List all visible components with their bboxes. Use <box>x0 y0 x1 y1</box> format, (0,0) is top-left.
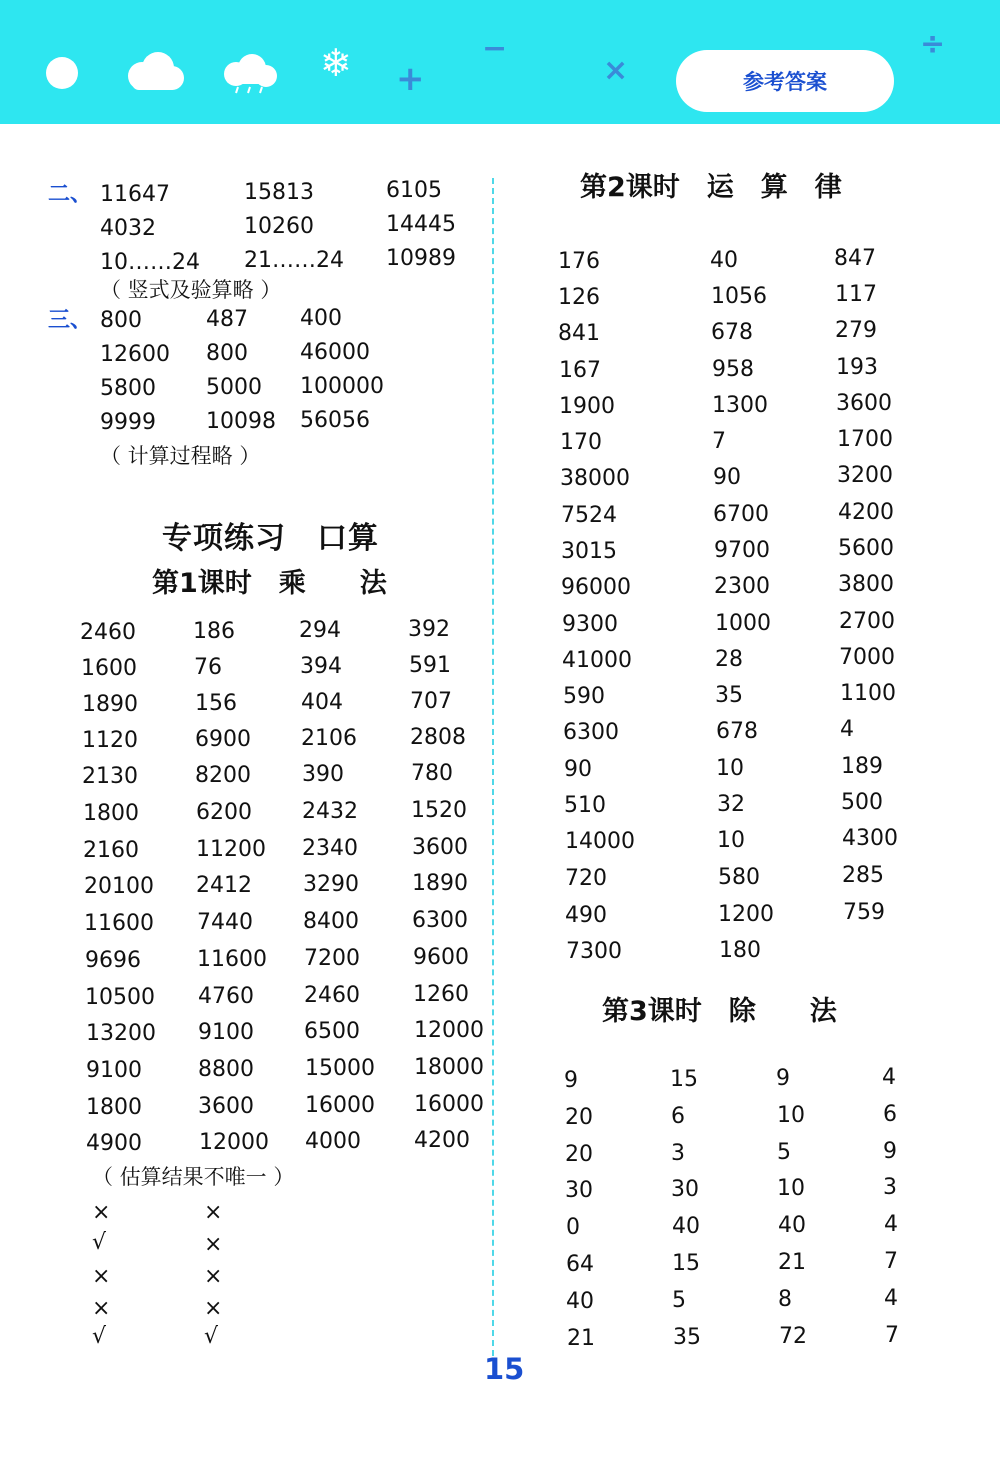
answer-value: 1800 <box>86 1095 142 1120</box>
answer-value: 9100 <box>86 1058 142 1083</box>
snowflake-icon: ❄ <box>320 41 352 85</box>
answer-value: 12000 <box>199 1130 269 1155</box>
answer-value: 3015 <box>561 539 617 564</box>
answer-value: 2412 <box>196 873 252 898</box>
answer-value: 28 <box>715 647 743 672</box>
answer-value: 4200 <box>838 500 894 525</box>
answer-value: 841 <box>558 321 600 346</box>
answer-value: 40 <box>672 1214 700 1239</box>
answer-value: 20 <box>565 1105 593 1130</box>
answer-value: 16000 <box>414 1092 484 1117</box>
answer-value: 6 <box>883 1102 897 1127</box>
answer-value: 2106 <box>301 726 357 751</box>
answer-value: 156 <box>195 691 237 716</box>
answer-value: 404 <box>301 690 343 715</box>
judge-mark: √ <box>92 1324 107 1349</box>
answer-value: 2300 <box>714 574 770 599</box>
answer-value: 392 <box>408 617 450 642</box>
answer-value: 64 <box>566 1252 594 1277</box>
answer-value: 3600 <box>198 1094 254 1119</box>
answer-value: 487 <box>206 307 248 332</box>
answer-value: 9999 <box>100 410 156 435</box>
answer-value: 780 <box>411 761 453 786</box>
answer-value: 2700 <box>839 609 895 634</box>
answer-value: 38000 <box>560 466 630 491</box>
answer-badge: 参考答案 <box>676 50 894 112</box>
answer-value: 500 <box>841 790 883 815</box>
answer-value: 21 <box>567 1326 595 1351</box>
sun-cloud-icon <box>122 50 186 92</box>
answer-value: 6700 <box>713 502 769 527</box>
answer-value: 7440 <box>197 910 253 935</box>
answer-value: 7 <box>885 1323 899 1348</box>
answer-value: 9300 <box>562 612 618 637</box>
answer-value: 186 <box>193 619 235 644</box>
judge-mark: × <box>92 1296 111 1321</box>
answer-value: 9600 <box>413 945 469 970</box>
column-divider <box>492 178 494 1356</box>
answer-value: 15813 <box>244 180 314 205</box>
answer-value: 707 <box>410 689 452 714</box>
answer-value: 7000 <box>839 645 895 670</box>
answer-value: 1890 <box>412 871 468 896</box>
answer-value: 14000 <box>565 829 635 854</box>
lesson-1-title: 第1课时 乘 法 <box>152 568 387 599</box>
answer-value: 10 <box>716 756 744 781</box>
answer-value: 5 <box>777 1140 791 1165</box>
special-practice-title: 专项练习 口算 <box>162 521 379 556</box>
answer-value: 11600 <box>84 911 154 936</box>
lesson-2-title: 第2课时 运 算 律 <box>580 172 842 203</box>
answer-value: 193 <box>836 355 878 380</box>
answer-value: 2460 <box>304 983 360 1008</box>
header-band <box>0 0 1000 124</box>
answer-value: 8200 <box>195 763 251 788</box>
answer-value: 10500 <box>85 985 155 1010</box>
answer-value: 7 <box>884 1249 898 1274</box>
answer-value: 759 <box>843 900 885 925</box>
answer-value: 3290 <box>303 872 359 897</box>
answer-value: 1800 <box>83 801 139 826</box>
answer-value: 8800 <box>198 1057 254 1082</box>
answer-value: 6105 <box>386 178 442 203</box>
answer-value: 2130 <box>82 764 138 789</box>
answer-value: 15 <box>672 1251 700 1276</box>
answer-value: 46000 <box>300 340 370 365</box>
answer-value: 11600 <box>197 947 267 972</box>
answer-value: 394 <box>300 654 342 679</box>
answer-value: 40 <box>778 1213 806 1238</box>
answer-value: 100000 <box>300 374 384 399</box>
answer-value: 5000 <box>206 375 262 400</box>
answer-value: 5 <box>672 1288 686 1313</box>
section-2-note: （ 竖式及验算略 ） <box>100 278 282 302</box>
answer-value: 4 <box>884 1286 898 1311</box>
answer-value: 1100 <box>840 681 896 706</box>
answer-value: 90 <box>713 465 741 490</box>
answer-value: 21 <box>778 1250 806 1275</box>
answer-value: 10 <box>777 1176 805 1201</box>
answer-value: 2808 <box>410 725 466 750</box>
answer-value: 1120 <box>82 728 138 753</box>
answer-value: 3800 <box>838 572 894 597</box>
times-icon: × <box>603 53 629 88</box>
answer-value: 294 <box>299 618 341 643</box>
answer-value: 678 <box>711 320 753 345</box>
answer-value: 7300 <box>566 939 622 964</box>
answer-value: 7 <box>712 429 726 454</box>
answer-value: 13200 <box>86 1021 156 1046</box>
answer-value: 958 <box>712 357 754 382</box>
answer-value: 4 <box>884 1212 898 1237</box>
answer-value: 4 <box>840 717 854 742</box>
answer-value: 41000 <box>562 648 632 673</box>
answer-value: 9 <box>564 1068 578 1093</box>
answer-value: 3600 <box>836 391 892 416</box>
answer-value: 32 <box>717 792 745 817</box>
answer-value: 591 <box>409 653 451 678</box>
answer-value: 1056 <box>711 284 767 309</box>
answer-value: 3 <box>671 1141 685 1166</box>
judge-mark: × <box>92 1200 111 1225</box>
answer-value: 10260 <box>244 214 314 239</box>
answer-value: 20 <box>565 1142 593 1167</box>
answer-value: 5600 <box>838 536 894 561</box>
answer-value: 3200 <box>837 463 893 488</box>
answer-value: 285 <box>842 863 884 888</box>
answer-value: 400 <box>300 306 342 331</box>
answer-value: 9 <box>776 1066 790 1091</box>
answer-value: 3 <box>883 1175 897 1200</box>
answer-value: 6900 <box>195 727 251 752</box>
answer-value: 40 <box>566 1289 594 1314</box>
answer-value: 1700 <box>837 427 893 452</box>
answer-value: 510 <box>564 793 606 818</box>
answer-value: 15000 <box>305 1056 375 1081</box>
answer-value: 800 <box>206 341 248 366</box>
answer-value: 10989 <box>386 246 456 271</box>
answer-value: 16000 <box>305 1093 375 1118</box>
answer-value: 12000 <box>414 1018 484 1043</box>
answer-value: 800 <box>100 308 142 333</box>
answer-value: 3600 <box>412 835 468 860</box>
answer-value: 847 <box>834 246 876 271</box>
judge-mark: × <box>204 1264 223 1289</box>
answer-value: 30 <box>671 1177 699 1202</box>
answer-value: 4760 <box>198 984 254 1009</box>
answer-value: 1200 <box>718 902 774 927</box>
answer-value: 35 <box>673 1325 701 1350</box>
answer-value: 490 <box>565 903 607 928</box>
answer-value: 9700 <box>714 538 770 563</box>
answer-value: 678 <box>716 719 758 744</box>
answer-value: 4900 <box>86 1131 142 1156</box>
section-3-note: （ 计算过程略 ） <box>100 444 261 468</box>
judge-mark: × <box>204 1200 223 1225</box>
judge-mark: √ <box>92 1230 107 1255</box>
answer-value: 4032 <box>100 216 156 241</box>
answer-value: 167 <box>559 358 601 383</box>
answer-value: 6 <box>671 1104 685 1129</box>
answer-value: 72 <box>779 1324 807 1349</box>
judge-mark: × <box>204 1296 223 1321</box>
answer-value: 6500 <box>304 1019 360 1044</box>
answer-value: 56056 <box>300 408 370 433</box>
section-2-label: 二、 <box>48 182 93 207</box>
answer-value: 117 <box>835 282 877 307</box>
answer-value: 4200 <box>414 1128 470 1153</box>
answer-value: 126 <box>558 285 600 310</box>
answer-value: 170 <box>560 430 602 455</box>
plus-icon: + <box>396 59 425 99</box>
answer-value: 590 <box>563 684 605 709</box>
answer-value: 1900 <box>559 394 615 419</box>
answer-value: 1890 <box>82 692 138 717</box>
answer-value: 6200 <box>196 800 252 825</box>
page-number: 15 <box>484 1352 525 1386</box>
answer-value: 90 <box>564 757 592 782</box>
judge-mark: √ <box>204 1324 219 1349</box>
answer-value: 21……24 <box>244 248 344 273</box>
answer-value: 96000 <box>561 575 631 600</box>
answer-value: 11647 <box>100 182 170 207</box>
answer-value: 176 <box>558 249 600 274</box>
answer-value: 76 <box>194 655 222 680</box>
answer-value: 1000 <box>715 611 771 636</box>
answer-value: 1300 <box>712 393 768 418</box>
divide-icon: ÷ <box>920 27 946 62</box>
answer-value: 2460 <box>80 620 136 645</box>
answer-value: 14445 <box>386 212 456 237</box>
answer-value: 10 <box>777 1103 805 1128</box>
section-3-label: 三、 <box>48 308 93 333</box>
answer-value: 7200 <box>304 946 360 971</box>
answer-value: 2160 <box>83 838 139 863</box>
answer-value: 10 <box>717 828 745 853</box>
answer-value: 12600 <box>100 342 170 367</box>
answer-value: 2340 <box>302 836 358 861</box>
sun-icon <box>46 57 78 89</box>
answer-value: 2432 <box>302 799 358 824</box>
answer-value: 390 <box>302 762 344 787</box>
lesson-3-title: 第3课时 除 法 <box>602 996 837 1027</box>
answer-value: 10098 <box>206 409 276 434</box>
answer-value: 9100 <box>198 1020 254 1045</box>
answer-value: 279 <box>835 318 877 343</box>
answer-value: 720 <box>565 866 607 891</box>
answer-value: 189 <box>841 754 883 779</box>
answer-value: 30 <box>565 1178 593 1203</box>
rain-cloud-icon <box>218 54 280 94</box>
answer-value: 6300 <box>563 720 619 745</box>
judge-mark: × <box>204 1232 223 1257</box>
answer-value: 4 <box>882 1065 896 1090</box>
answer-value: 4300 <box>842 826 898 851</box>
judge-mark: × <box>92 1264 111 1289</box>
answer-value: 20100 <box>84 874 154 899</box>
answer-value: 1600 <box>81 656 137 681</box>
answer-value: 1520 <box>411 798 467 823</box>
answer-value: 15 <box>670 1067 698 1092</box>
answer-value: 8400 <box>303 909 359 934</box>
answer-value: 6300 <box>412 908 468 933</box>
answer-value: 9 <box>883 1139 897 1164</box>
answer-value: 0 <box>566 1215 580 1240</box>
answer-value: 580 <box>718 865 760 890</box>
answer-value: 1260 <box>413 982 469 1007</box>
answer-value: 18000 <box>414 1055 484 1080</box>
answer-value: 40 <box>710 248 738 273</box>
answer-value: 11200 <box>196 837 266 862</box>
estimate-note: （ 估算结果不唯一 ） <box>92 1165 295 1189</box>
answer-value: 180 <box>719 938 761 963</box>
answer-value: 4000 <box>305 1129 361 1154</box>
answer-value: 5800 <box>100 376 156 401</box>
answer-value: 8 <box>778 1287 792 1312</box>
answer-value: 10……24 <box>100 250 200 275</box>
minus-icon: − <box>482 31 508 66</box>
answer-value: 35 <box>715 683 743 708</box>
answer-value: 7524 <box>561 503 617 528</box>
answer-value: 9696 <box>85 948 141 973</box>
